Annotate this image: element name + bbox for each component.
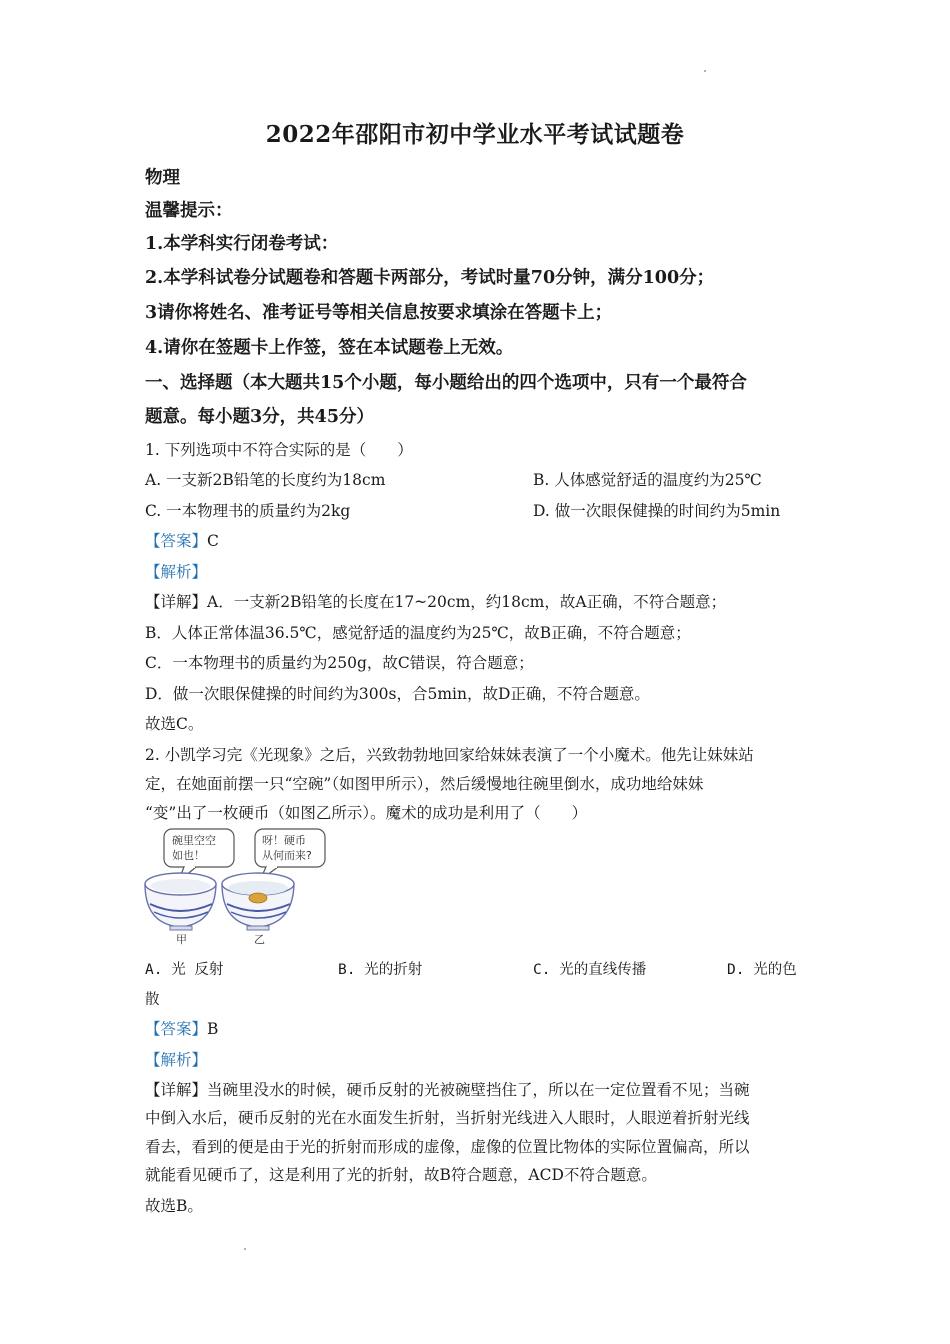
q2-option-c: C. 光的直线传播	[533, 962, 647, 978]
answer-value: B	[207, 1020, 219, 1038]
coin-icon	[249, 893, 267, 903]
q1-detail-line: D．做一次眼保健操的时间约为300s，合5min，故D正确，不符合题意。	[145, 685, 650, 703]
q2-detail-line: 中倒入水后，硬币反射的光在水面发生折射，当折射光线进入人眼时，人眼逆着折射光线	[145, 1109, 750, 1127]
bubble-right-text: 从何而来?	[262, 849, 312, 862]
figure-label-left: 甲	[176, 933, 187, 946]
q2-answer	[145, 1017, 218, 1039]
q2-detail-line	[145, 1078, 750, 1100]
q2-detail-line: 看去，看到的便是由于光的折射而形成的虚像，虚像的位置比物体的实际位置偏高，所以	[145, 1138, 750, 1156]
q1-stem: 1. 下列选项中不符合实际的是（ ）	[145, 441, 413, 459]
detail-text: A．一支新2B铅笔的长度在17~20cm，约18cm，故A正确，不符合题意；	[207, 593, 727, 611]
q2-option-d: D. 光的色	[727, 962, 797, 978]
page-title: 2022年邵阳市初中学业水平考试试题卷	[265, 121, 685, 148]
figure-label-right: 乙	[254, 933, 265, 946]
speech-bubble-right	[255, 829, 325, 880]
answer-value: C	[207, 532, 219, 550]
bowl-right	[222, 873, 294, 930]
q1-detail-line: C．一本物理书的质量约为250g，故C错误，符合题意；	[145, 654, 534, 672]
answer-tag: 【答案】	[145, 532, 208, 550]
q2-analysis-tag: 【解析】	[145, 1051, 208, 1069]
tip-item: 1.本学科实行闭卷考试：	[145, 234, 339, 254]
q2-stem-line: “变”出了一枚硬币（如图乙所示）。魔术的成功是利用了（ ）	[145, 804, 588, 822]
q2-option-b: B. 光的折射	[338, 962, 423, 978]
section-heading: 一、选择题（本大题共15个小题，每小题给出的四个选项中，只有一个最符合	[145, 373, 747, 393]
bowl-left	[145, 873, 216, 930]
scan-speck	[244, 1248, 246, 1250]
detail-tag: 【详解】	[145, 593, 208, 611]
q1-detail-line	[145, 590, 726, 612]
q1-detail-line: B．人体正常体温36.5℃，感觉舒适的温度约为25℃，故B正确，不符合题意；	[145, 624, 691, 642]
tip-item: 2.本学科试卷分试题卷和答题卡两部分，考试时量70分钟，满分100分；	[145, 268, 715, 288]
bubble-left-text: 碗里空空	[172, 834, 216, 847]
scan-speck	[704, 70, 706, 72]
q1-conclusion: 故选C。	[145, 715, 204, 733]
bowls-figure	[142, 826, 342, 948]
tip-item: 3请你将姓名、准考证号等相关信息按要求填涂在答题卡上；	[145, 303, 613, 323]
subject-label: 物理	[145, 168, 180, 188]
q2-stem-line: 定，在她面前摆一只“空碗”（如图甲所示），然后缓慢地往碗里倒水，成功地给妹妹	[145, 775, 704, 793]
q2-option-d-cont: 散	[145, 992, 160, 1008]
q2-conclusion: 故选B。	[145, 1197, 203, 1215]
tip-item: 4.请你在签题卡上作签，签在本试题卷上无效。	[145, 338, 514, 358]
q2-detail-line: 就能看见硬币了，这是利用了光的折射，故B符合题意，ACD不符合题意。	[145, 1166, 657, 1184]
q1-option-b: B. 人体感觉舒适的温度约为25℃	[533, 471, 762, 489]
q1-option-a: A. 一支新2B铅笔的长度约为18cm	[145, 471, 386, 489]
q2-option-a: A. 光 反射	[145, 962, 224, 978]
section-heading-cont: 题意。每小题3分，共45分）	[145, 407, 375, 427]
q1-answer	[145, 529, 219, 551]
answer-tag: 【答案】	[145, 1020, 208, 1038]
bubble-left-text: 如也！	[172, 849, 205, 862]
bubble-right-text: 呀！硬币	[262, 834, 306, 847]
q1-analysis-tag: 【解析】	[145, 563, 208, 581]
tips-heading: 温馨提示：	[145, 201, 233, 221]
q1-option-c: C. 一本物理书的质量约为2kg	[145, 502, 351, 520]
detail-tag: 【详解】	[145, 1081, 208, 1099]
q2-stem-line: 2. 小凯学习完《光现象》之后，兴致勃勃地回家给妹妹表演了一个小魔术。他先让妹妹站	[145, 746, 754, 764]
detail-text: 当碗里没水的时候，硬币反射的光被碗壁挡住了，所以在一定位置看不见；当碗	[207, 1081, 750, 1099]
q1-option-d: D. 做一次眼保健操的时间约为5min	[533, 502, 781, 520]
